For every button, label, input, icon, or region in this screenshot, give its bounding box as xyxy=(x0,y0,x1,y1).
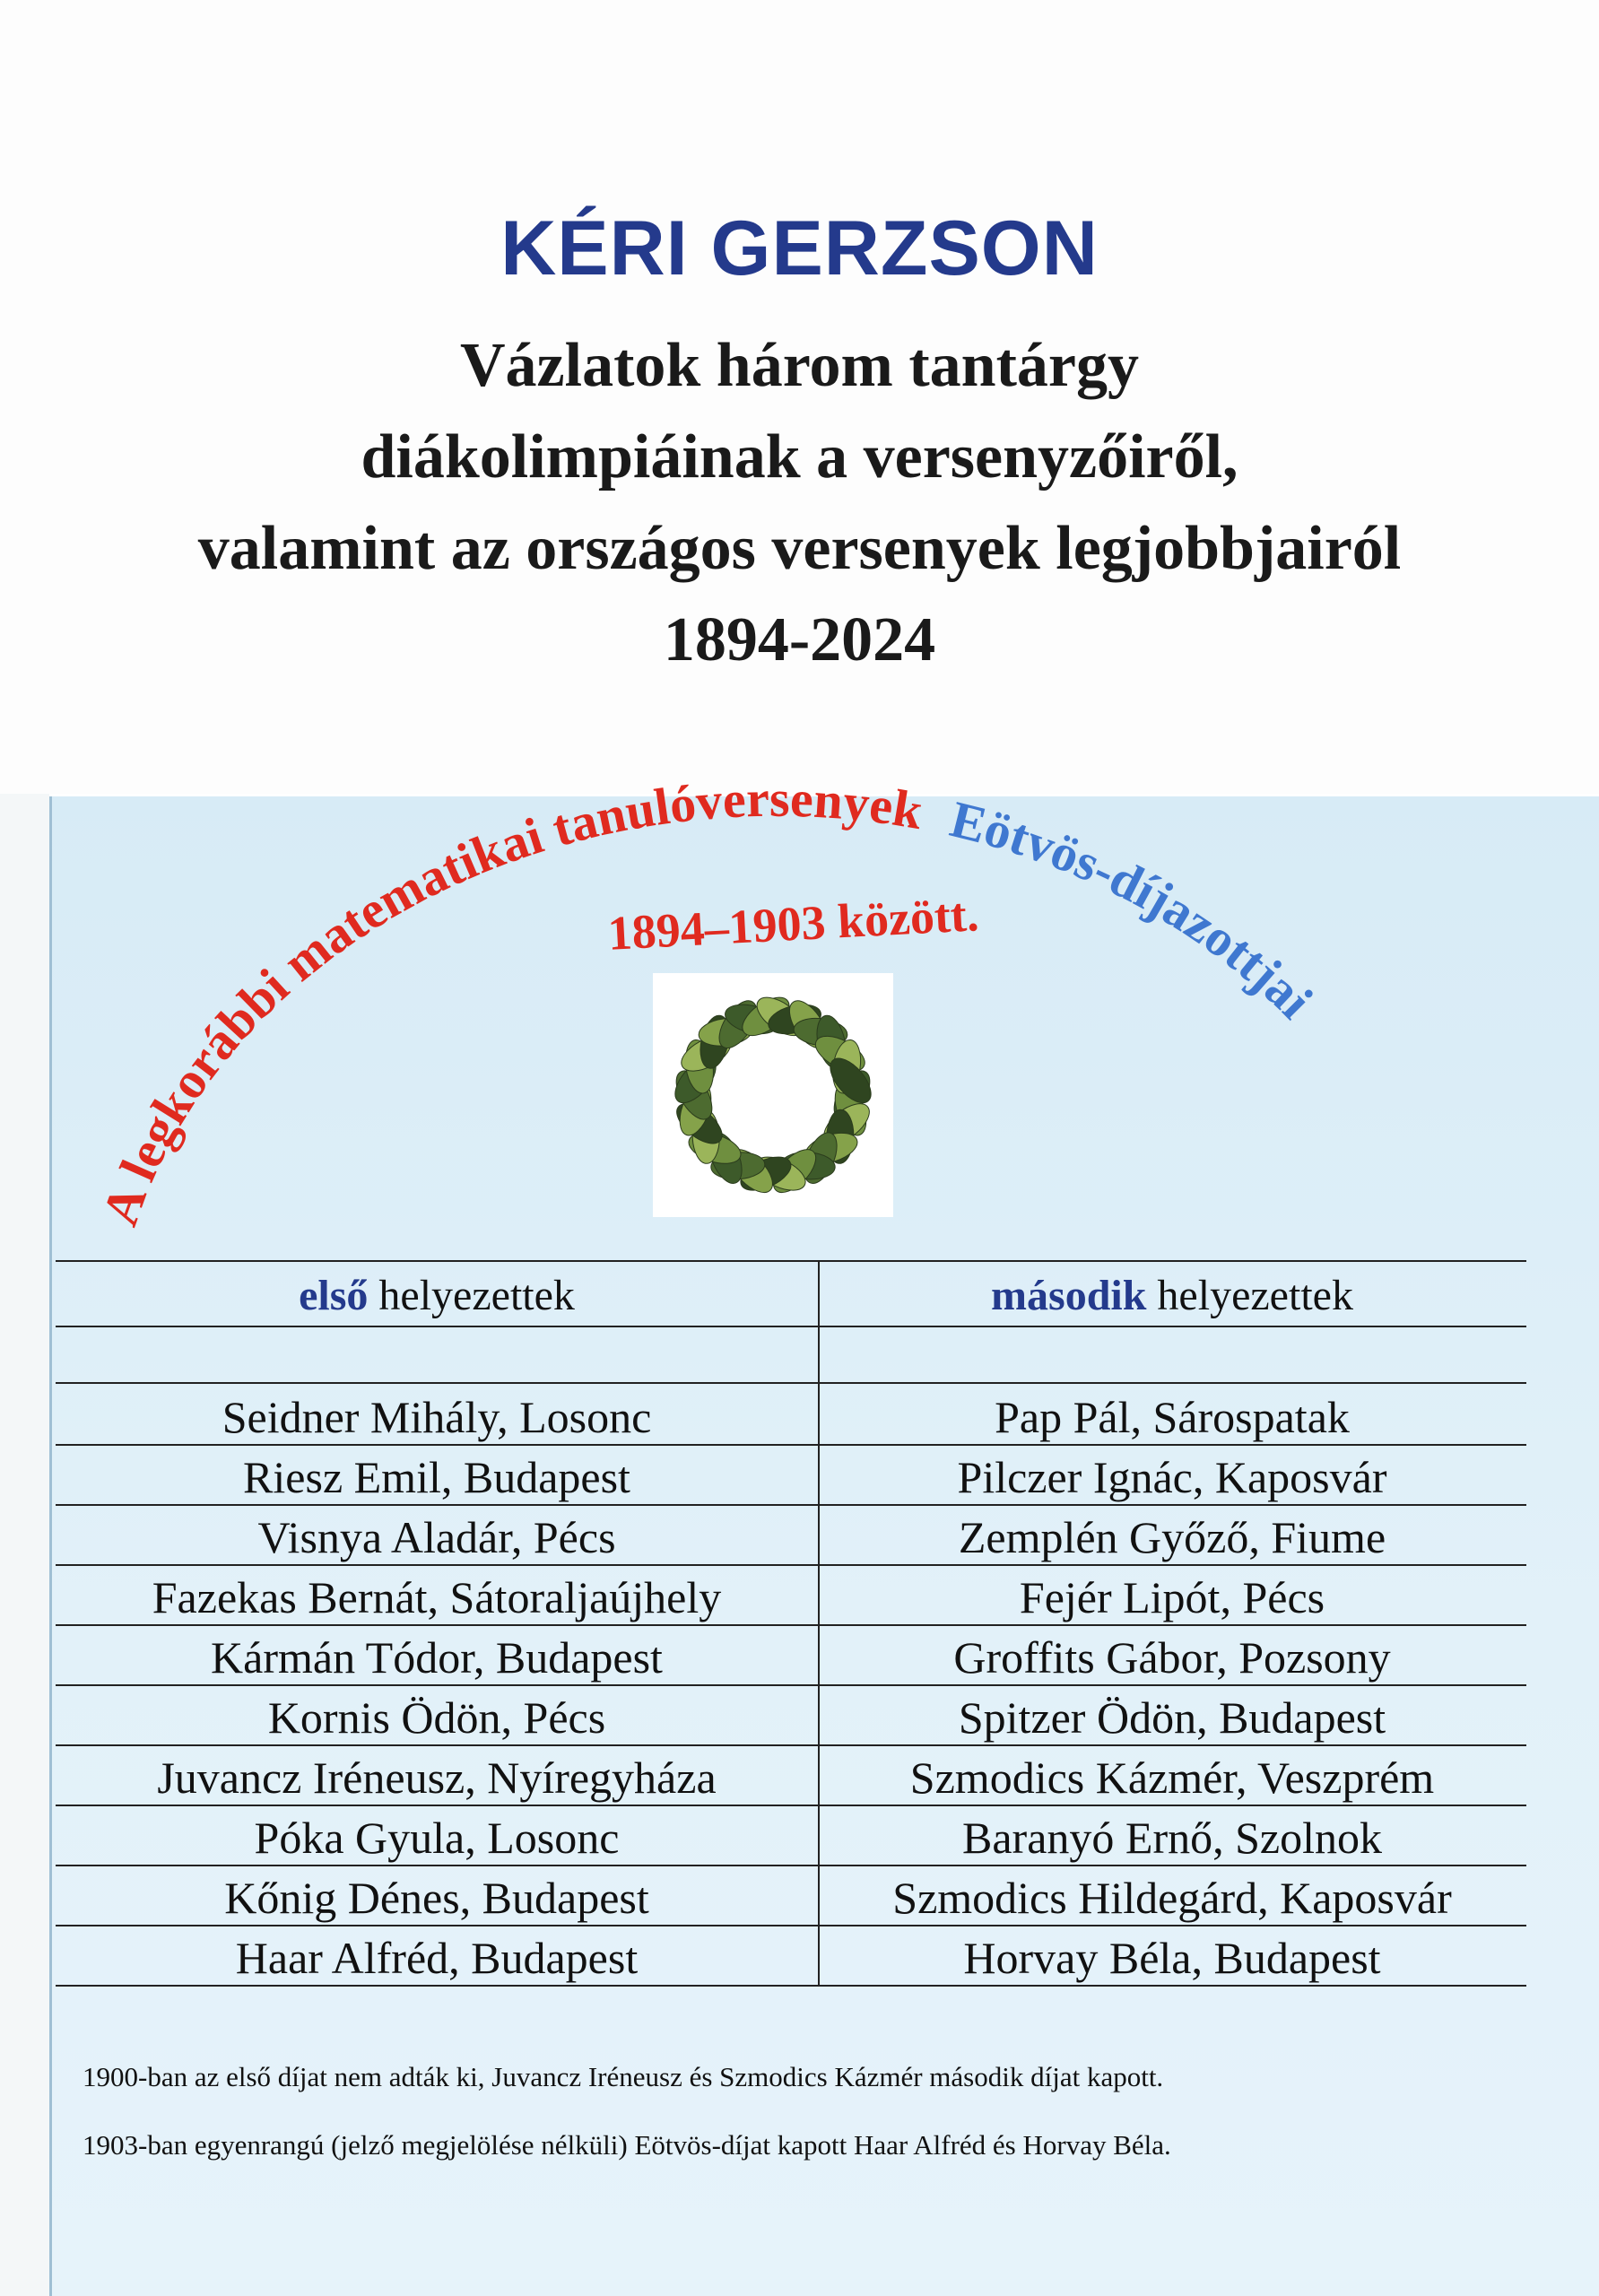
table-row-rule xyxy=(56,1985,1526,1987)
second-place-cell: Baranyó Ernő, Szolnok xyxy=(962,1813,1382,1863)
arc-subtitle: 1894–1903 között. xyxy=(606,887,980,961)
footnote-1903: 1903-ban egyenrangú (jelző megjelölése nélküli) Eötvös-díjat kapott Haar Alfréd és Horvay Béla. xyxy=(83,2129,1171,2161)
col2-header: második helyezettek xyxy=(991,1272,1353,1319)
arc-heading-red: A legkorábbi matematikai tanulóversenyek xyxy=(90,769,927,1233)
first-place-cell: Fazekas Bernát, Sátoraljaújhely xyxy=(152,1572,722,1622)
second-place-cell: Zemplén Győző, Fiume xyxy=(958,1512,1386,1562)
first-place-cell: Visnya Aladár, Pécs xyxy=(257,1512,616,1562)
second-place-cell: Fejér Lipót, Pécs xyxy=(1019,1572,1325,1622)
second-place-cell: Szmodics Kázmér, Veszprém xyxy=(909,1752,1435,1803)
author-name: KÉRI GERZSON xyxy=(500,205,1099,291)
footnote-1900: 1900-ban az első díjat nem adták ki, Juvancz Iréneusz és Szmodics Kázmér második díjat kapott. xyxy=(83,2061,1164,2092)
laurel-wreath-icon xyxy=(653,973,893,1217)
second-place-cell: Pap Pál, Sárospatak xyxy=(995,1392,1350,1442)
book-title-line-1: Vázlatok három tantárgy xyxy=(460,331,1139,400)
col1-header: első helyezettek xyxy=(299,1272,575,1319)
first-place-cell: Póka Gyula, Losonc xyxy=(254,1813,620,1863)
second-place-cell: Horvay Béla, Budapest xyxy=(963,1933,1381,1983)
second-place-cell: Pilczer Ignác, Kaposvár xyxy=(957,1452,1387,1502)
arc-heading-blue: Eötvös-díjazottjai xyxy=(944,789,1325,1030)
first-place-cell: Kőnig Dénes, Budapest xyxy=(224,1873,649,1923)
first-place-cell: Seidner Mihály, Losonc xyxy=(222,1392,652,1442)
first-place-cell: Haar Alfréd, Budapest xyxy=(235,1933,639,1983)
first-place-cell: Kármán Tódor, Budapest xyxy=(211,1632,663,1683)
book-title-years: 1894-2024 xyxy=(663,605,936,674)
first-place-cell: Riesz Emil, Budapest xyxy=(243,1452,630,1502)
first-place-cell: Juvancz Iréneusz, Nyíregyháza xyxy=(157,1752,717,1803)
second-place-cell: Spitzer Ödön, Budapest xyxy=(958,1692,1386,1743)
table-rule xyxy=(56,1326,1526,1327)
first-place-cell: Kornis Ödön, Pécs xyxy=(267,1692,606,1743)
book-title-line-2: diákolimpiáinak a versenyzőiről, xyxy=(361,422,1238,491)
second-place-cell: Szmodics Hildegárd, Kaposvár xyxy=(892,1873,1452,1923)
second-place-cell: Groffits Gábor, Pozsony xyxy=(953,1632,1391,1683)
book-title-line-3: valamint az országos versenyek legjobbjairól xyxy=(197,514,1402,583)
table-rule xyxy=(56,1260,1526,1262)
